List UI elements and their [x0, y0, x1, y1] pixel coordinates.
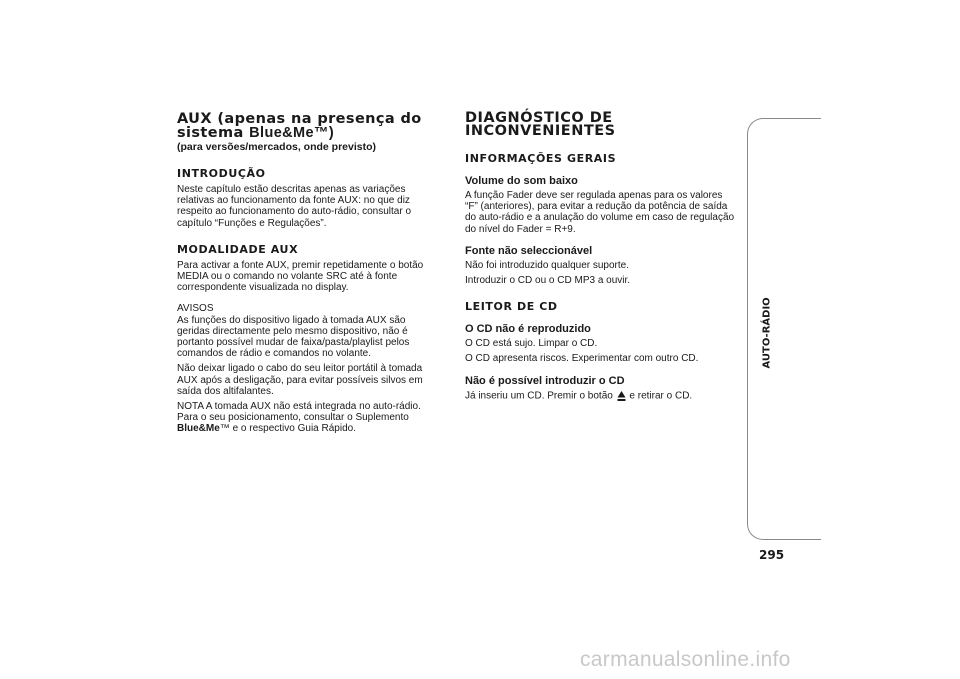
fonte-paragraph-2: Introduzir o CD ou o CD MP3 a ouvir. [465, 275, 631, 287]
heading-fonte: Fonte não seleccionável [465, 244, 593, 257]
nota-text-end: ™ e o respectivo Guia Rápido. [219, 423, 356, 435]
heading-nao-introduzir: Não é possível introduzir o CD [465, 374, 625, 387]
nota-text: NOTA A tomada AUX não está integrada no auto-rádio. Para o seu posicionamento, consultar o Suplemento [177, 401, 421, 424]
introduzir-text: Já inseriu um CD. Premir o botão [465, 390, 613, 402]
section-informacoes-gerais: INFORMAÇÕES GERAIS [465, 152, 617, 165]
volume-paragraph: A função Fader deve ser regulada apenas para os valores “F” (anteriores), para evitar a redução da potência de saída do auto-rádio e a anulação do volume em caso de regulação do nível do Fader = R+9. [465, 190, 735, 235]
section-leitor-cd: LEITOR DE CD [465, 300, 558, 314]
section-introducao: INTRODUÇÃO [177, 167, 266, 180]
aux-title-bold: AUX (apenas na presença do sistema [177, 111, 422, 141]
watermark: carmanualsonline.info [580, 648, 791, 671]
eject-icon [617, 390, 626, 402]
aux-paragraph: Para activar a fonte AUX, premir repetidamente o botão MEDIA ou o comando no volante SRC até à fonte correspondente visualizada no display. [177, 259, 424, 294]
chapter-tab [747, 118, 821, 540]
aux-title [177, 112, 439, 140]
fonte-paragraph-1: Não foi introduzido qualquer suporte. [465, 259, 629, 271]
nota-paragraph [177, 401, 439, 435]
avisos-paragraph-2: Não deixar ligado o cabo do seu leitor portátil à tomada AUX após a desligação, para evitar possíveis silvos em saída dos altifalantes. [177, 363, 423, 397]
cd-paragraph-2: O CD apresenta riscos. Experimentar com outro CD. [465, 353, 699, 365]
chapter-tab-label [760, 297, 774, 370]
aux-subtitle: (para versões/mercados, onde previsto) [177, 141, 376, 153]
page-number: 295 [759, 548, 785, 562]
diagnostico-title: DIAGNÓSTICO DE INCONVENIENTES [465, 110, 616, 139]
introduzir-text-end: e retirar o CD. [629, 390, 693, 402]
right-column [465, 112, 737, 406]
heading-cd-nao-reproduzido: O CD não é reproduzido [465, 323, 591, 336]
aux-title-brand: Blue&Me™) [249, 125, 335, 141]
cd-paragraph-1: O CD está sujo. Limpar o CD. [465, 338, 598, 350]
left-column [177, 112, 439, 439]
section-modalidade-aux: MODALIDADE AUX [177, 242, 299, 256]
heading-volume: Volume do som baixo [465, 175, 578, 187]
avisos-paragraph-1: As funções do dispositivo ligado à tomada AUX são geridas directamente pelo mesmo dispositivo, não é portanto possível mudar de faixa/pasta/playlist pelos comandos de rádio e comandos no volante. [177, 314, 410, 360]
avisos-label: AVISOS [177, 303, 214, 315]
nota-brand: Blue&Me [177, 423, 220, 435]
chapter-label-text: AUTO-RÁDIO [761, 297, 773, 369]
introduzir-paragraph [465, 390, 737, 402]
intro-paragraph: Neste capítulo estão descritas apenas as variações relativas ao funcionamento da fonte AUX: no que diz respeito ao funcionamento do auto-rádio, consultar o capítulo “Funções e Regulações”. [177, 184, 412, 229]
